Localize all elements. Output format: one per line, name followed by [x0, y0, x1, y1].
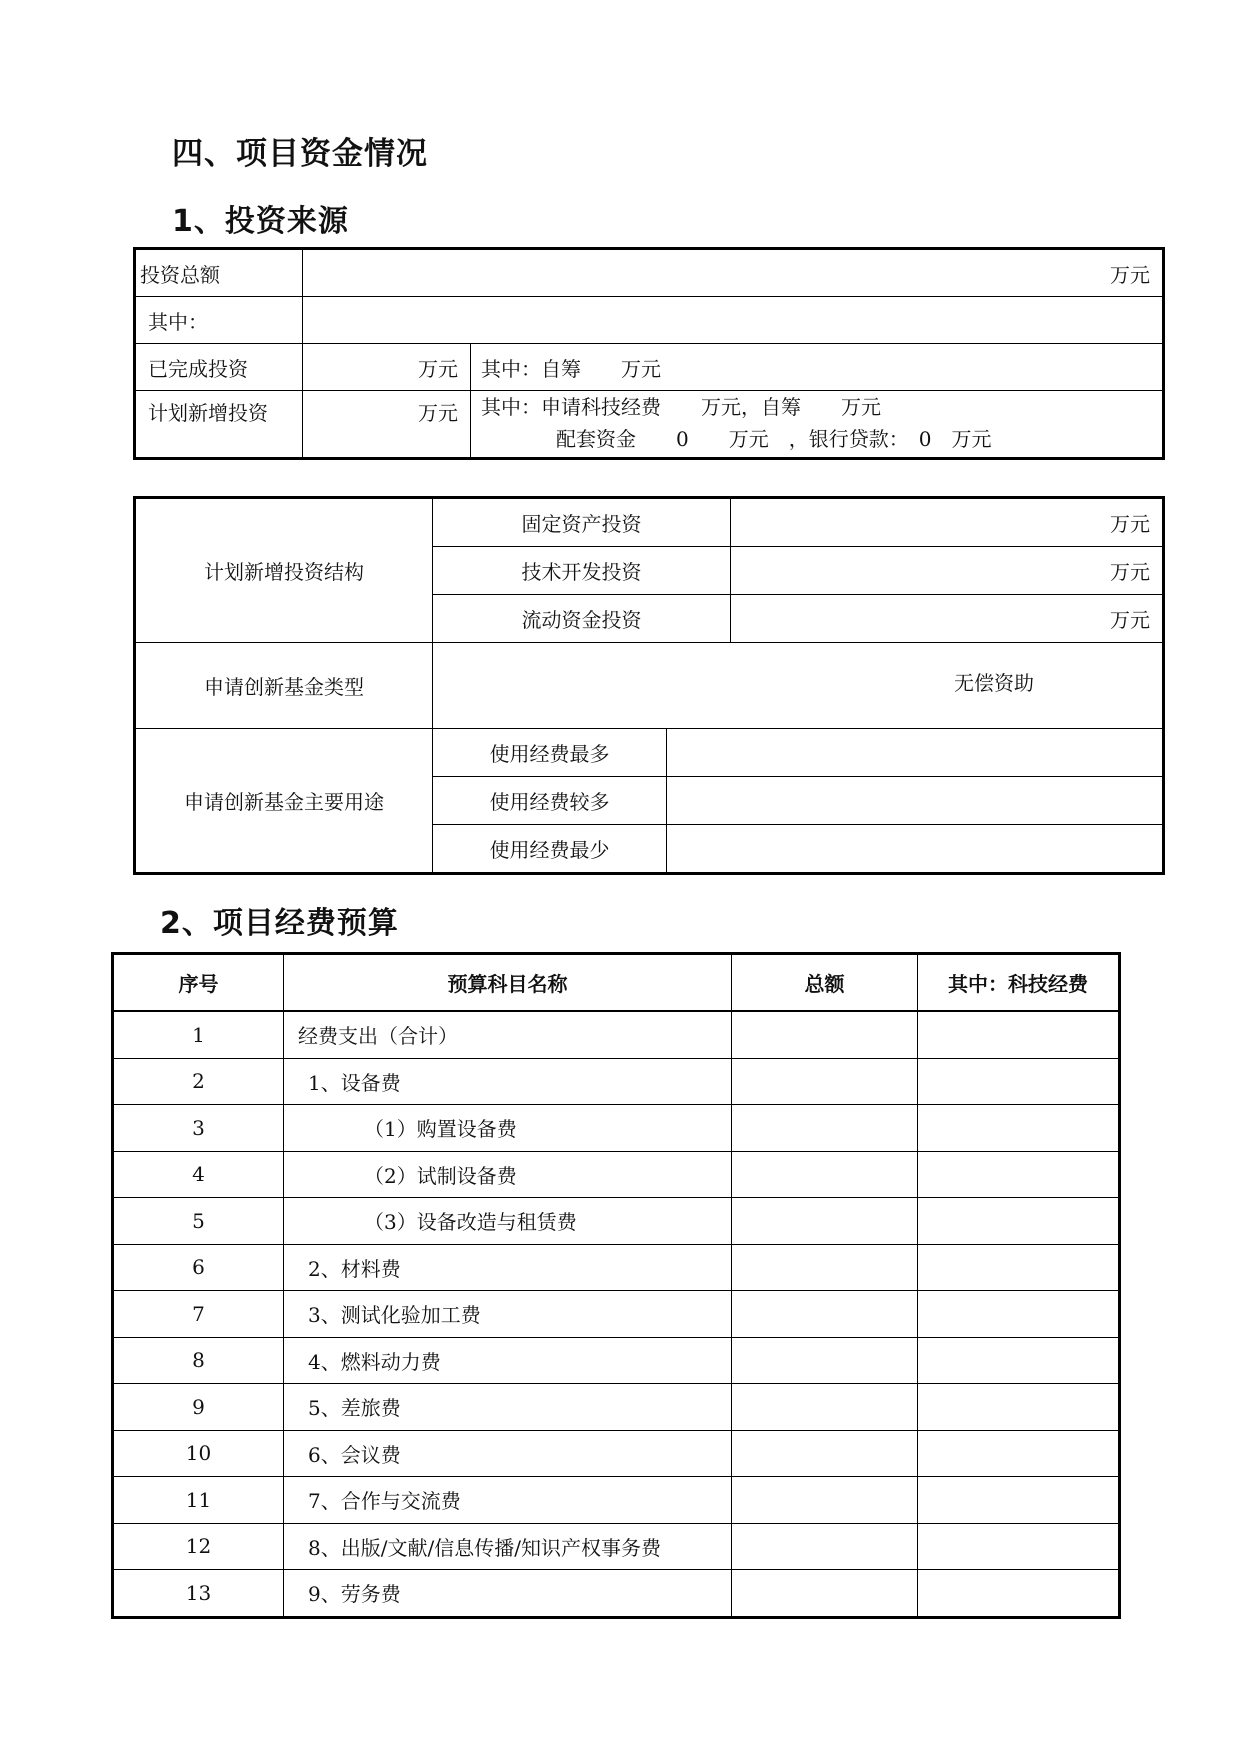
budget-item-name: 1、设备费: [284, 1058, 732, 1105]
total-investment-value[interactable]: 万元: [303, 249, 1164, 297]
header-serial: 序号: [113, 954, 284, 1012]
table-row: [135, 729, 1164, 777]
budget-item-name: 9、劳务费: [284, 1570, 732, 1618]
usage-least-label: 使用经费最少: [433, 825, 667, 874]
budget-tech-fund-cell[interactable]: [918, 1151, 1120, 1198]
budget-tech-fund-cell[interactable]: [918, 1105, 1120, 1152]
budget-header-row: [113, 954, 1120, 1012]
budget-tech-fund-cell[interactable]: [918, 1430, 1120, 1477]
planned-structure-label: 计划新增投资结构: [135, 498, 433, 643]
table-row: [135, 344, 1164, 391]
table-row: [113, 1058, 1120, 1105]
row-number: 2: [113, 1058, 284, 1105]
budget-item-name: 2、材料费: [284, 1244, 732, 1291]
table-row: [113, 1430, 1120, 1477]
budget-total-cell[interactable]: [732, 1151, 918, 1198]
table-row: [135, 391, 1164, 459]
table-row: [113, 1291, 1120, 1338]
table-row: [135, 297, 1164, 344]
planned-investment-detail[interactable]: [471, 391, 1164, 459]
budget-item-name: 5、差旅费: [284, 1384, 732, 1431]
investment-source-table: [133, 247, 1165, 460]
fund-type-label: 申请创新基金类型: [135, 643, 433, 729]
row-number: 10: [113, 1430, 284, 1477]
budget-tech-fund-cell[interactable]: [918, 1198, 1120, 1245]
header-item-name: 预算科目名称: [284, 954, 732, 1012]
of-which-label: 其中：: [135, 297, 303, 344]
budget-total-cell[interactable]: [732, 1523, 918, 1570]
budget-total-cell[interactable]: [732, 1058, 918, 1105]
budget-total-cell[interactable]: [732, 1477, 918, 1524]
fixed-asset-value[interactable]: 万元: [731, 498, 1164, 547]
budget-total-cell[interactable]: [732, 1384, 918, 1431]
completed-investment-label: 已完成投资: [135, 344, 303, 391]
planned-detail-line-2: 配套资金 0 万元 ，银行贷款： 0 万元: [556, 427, 992, 451]
row-number: 6: [113, 1244, 284, 1291]
budget-item-name: （1）购置设备费: [284, 1105, 732, 1152]
working-capital-value[interactable]: 万元: [731, 595, 1164, 643]
fixed-asset-label: 固定资产投资: [433, 498, 731, 547]
total-investment-label: 投资总额: [135, 249, 303, 297]
usage-least-value[interactable]: [667, 825, 1164, 874]
row-number: 9: [113, 1384, 284, 1431]
table-row: [113, 1105, 1120, 1152]
budget-item-name: 4、燃料动力费: [284, 1337, 732, 1384]
row-number: 1: [113, 1011, 284, 1058]
budget-total-cell[interactable]: [732, 1570, 918, 1618]
usage-label: 申请创新基金主要用途: [135, 729, 433, 874]
table-row: [113, 1523, 1120, 1570]
planned-investment-value[interactable]: 万元: [303, 391, 471, 459]
working-capital-label: 流动资金投资: [433, 595, 731, 643]
of-which-value[interactable]: [303, 297, 1164, 344]
row-number: 11: [113, 1477, 284, 1524]
usage-most-label: 使用经费最多: [433, 729, 667, 777]
table-row: [113, 1384, 1120, 1431]
budget-item-name: 8、出版/文献/信息传播/知识产权事务费: [284, 1523, 732, 1570]
row-number: 5: [113, 1198, 284, 1245]
table-row: [135, 249, 1164, 297]
budget-tech-fund-cell[interactable]: [918, 1570, 1120, 1618]
planned-detail-line-1: 其中：申请科技经费 万元，自筹 万元: [481, 395, 881, 419]
completed-investment-detail[interactable]: 其中：自筹 万元: [471, 344, 1164, 391]
budget-tech-fund-cell[interactable]: [918, 1291, 1120, 1338]
budget-total-cell[interactable]: [732, 1244, 918, 1291]
table-row: [113, 1011, 1120, 1058]
budget-total-cell[interactable]: [732, 1198, 918, 1245]
row-number: 8: [113, 1337, 284, 1384]
completed-investment-value[interactable]: 万元: [303, 344, 471, 391]
budget-item-name: （2）试制设备费: [284, 1151, 732, 1198]
fund-type-value[interactable]: 无偿资助: [433, 643, 1164, 729]
budget-total-cell[interactable]: [732, 1291, 918, 1338]
budget-tech-fund-cell[interactable]: [918, 1337, 1120, 1384]
table-row: [113, 1477, 1120, 1524]
subsection-title-investment-source: 1、投资来源: [172, 204, 349, 239]
tech-dev-value[interactable]: 万元: [731, 547, 1164, 595]
row-number: 13: [113, 1570, 284, 1618]
row-number: 4: [113, 1151, 284, 1198]
budget-total-cell[interactable]: [732, 1105, 918, 1152]
header-total: 总额: [732, 954, 918, 1012]
budget-tech-fund-cell[interactable]: [918, 1523, 1120, 1570]
budget-table: [111, 952, 1121, 1619]
subsection-title-budget: 2、项目经费预算: [160, 906, 399, 941]
usage-more-label: 使用经费较多: [433, 777, 667, 825]
usage-most-value[interactable]: [667, 729, 1164, 777]
budget-item-name: （3）设备改造与租赁费: [284, 1198, 732, 1245]
row-number: 3: [113, 1105, 284, 1152]
header-tech-fund: 其中：科技经费: [918, 954, 1120, 1012]
row-number: 12: [113, 1523, 284, 1570]
budget-tech-fund-cell[interactable]: [918, 1058, 1120, 1105]
investment-structure-table: [133, 496, 1165, 875]
budget-total-cell[interactable]: [732, 1011, 918, 1058]
budget-tech-fund-cell[interactable]: [918, 1384, 1120, 1431]
budget-tech-fund-cell[interactable]: [918, 1477, 1120, 1524]
table-row: [113, 1198, 1120, 1245]
row-number: 7: [113, 1291, 284, 1338]
table-row: [113, 1337, 1120, 1384]
table-row: [113, 1570, 1120, 1618]
budget-total-cell[interactable]: [732, 1337, 918, 1384]
budget-item-name: 经费支出（合计）: [284, 1011, 732, 1058]
planned-investment-label: 计划新增投资: [135, 391, 303, 459]
table-row: [113, 1151, 1120, 1198]
section-title: 四、项目资金情况: [172, 136, 428, 172]
budget-item-name: 7、合作与交流费: [284, 1477, 732, 1524]
tech-dev-label: 技术开发投资: [433, 547, 731, 595]
budget-tech-fund-cell[interactable]: [918, 1244, 1120, 1291]
table-row: [135, 643, 1164, 729]
budget-item-name: 6、会议费: [284, 1430, 732, 1477]
usage-more-value[interactable]: [667, 777, 1164, 825]
table-row: [135, 498, 1164, 547]
table-row: [113, 1244, 1120, 1291]
budget-total-cell[interactable]: [732, 1430, 918, 1477]
budget-item-name: 3、测试化验加工费: [284, 1291, 732, 1338]
budget-tech-fund-cell[interactable]: [918, 1011, 1120, 1058]
